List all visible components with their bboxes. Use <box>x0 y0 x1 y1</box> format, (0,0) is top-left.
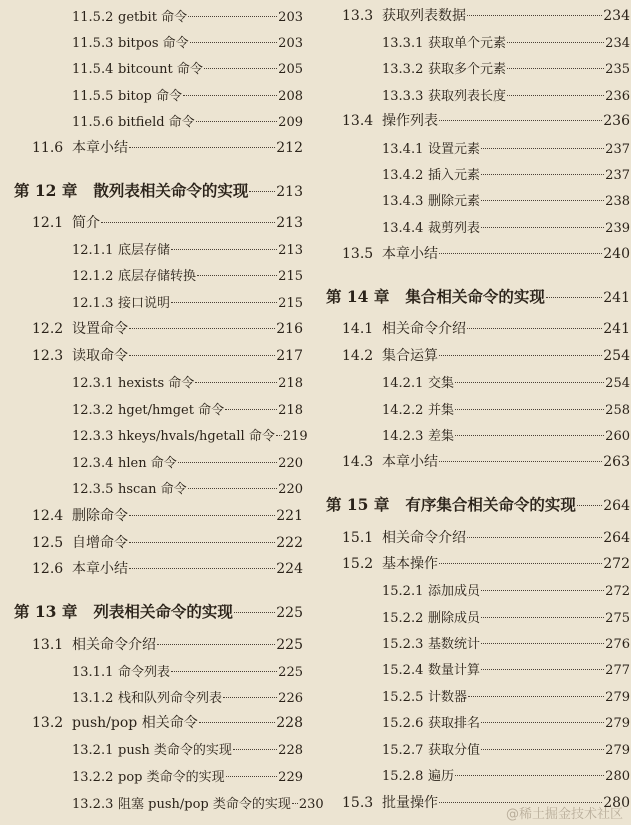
entry-title: bitpos 命令 <box>118 35 189 51</box>
dot-leader <box>190 42 278 43</box>
entry-title: 获取排名 <box>428 715 481 731</box>
entry-number: 13.4.4 <box>382 220 424 236</box>
toc-section-entry[interactable] <box>342 345 630 365</box>
toc-section-entry[interactable] <box>342 527 630 547</box>
entry-number: 13.5 <box>342 246 374 262</box>
toc-sub-entry[interactable] <box>72 111 303 130</box>
entry-number: 15.2.6 <box>382 715 424 731</box>
entry-title: 交集 <box>428 375 455 391</box>
page-number: 241 <box>603 321 630 337</box>
page-number: 279 <box>605 742 630 758</box>
page-number: 218 <box>278 375 303 391</box>
toc-sub-entry[interactable] <box>72 766 303 785</box>
page-number: 279 <box>605 689 630 705</box>
dot-leader <box>481 722 604 723</box>
entry-title: hscan 命令 <box>118 481 187 497</box>
dot-leader <box>481 749 604 750</box>
entry-title: bitcount 命令 <box>118 61 203 77</box>
page-number: 215 <box>278 268 303 284</box>
toc-chapter-entry[interactable] <box>14 600 303 622</box>
entry-number: 12.3 <box>32 348 64 364</box>
dot-leader <box>439 120 602 121</box>
dot-leader <box>467 15 602 16</box>
entry-number: 13.2 <box>32 715 64 731</box>
page-number: 228 <box>278 742 303 758</box>
page-number: 236 <box>605 88 630 104</box>
toc-sub-entry[interactable] <box>72 425 308 444</box>
page-number: 234 <box>603 8 630 24</box>
toc-sub-entry[interactable] <box>382 607 630 626</box>
page-number: 226 <box>278 690 303 706</box>
entry-title: 获取列表长度 <box>428 88 507 104</box>
entry-title: 删除命令 <box>72 508 128 524</box>
entry-title: hkeys/hvals/hgetall 命令 <box>118 428 275 444</box>
dot-leader <box>129 328 275 329</box>
toc-sub-entry[interactable] <box>382 633 630 652</box>
entry-number: 13.4.2 <box>382 167 424 183</box>
toc-sub-entry[interactable] <box>72 478 303 497</box>
page-number: 240 <box>603 246 630 262</box>
dot-leader <box>481 174 604 175</box>
entry-number: 15.2.7 <box>382 742 424 758</box>
page-number: 225 <box>276 637 303 653</box>
page-number: 254 <box>603 348 630 364</box>
toc-chapter-entry[interactable] <box>326 493 630 515</box>
dot-leader <box>197 275 277 276</box>
toc-sub-entry[interactable] <box>382 425 630 444</box>
toc-section-entry[interactable] <box>342 110 630 130</box>
dot-leader <box>223 697 277 698</box>
entry-number: 15.3 <box>342 795 374 811</box>
page-number: 220 <box>278 455 303 471</box>
toc-sub-entry[interactable] <box>72 85 303 104</box>
dot-leader <box>129 147 275 148</box>
entry-title: 阻塞 push/pop 类命令的实现 <box>118 796 291 812</box>
entry-number: 13.3.3 <box>382 88 424 104</box>
toc-sub-entry[interactable] <box>72 6 303 25</box>
dot-leader <box>546 297 602 298</box>
dot-leader <box>226 776 278 777</box>
page-number: 238 <box>605 193 630 209</box>
page-number: 254 <box>605 375 630 391</box>
entry-title: 获取列表数据 <box>382 8 466 24</box>
page-number: 236 <box>603 113 630 129</box>
entry-number: 14.2 <box>342 348 374 364</box>
entry-number: 第 13 章 <box>14 602 78 621</box>
page-number: 275 <box>605 610 630 626</box>
entry-number: 11.5.5 <box>72 88 114 104</box>
page-number: 264 <box>603 498 630 514</box>
page-number: 241 <box>603 290 630 306</box>
dot-leader <box>467 328 602 329</box>
toc-sub-entry[interactable] <box>382 372 630 391</box>
entry-number: 11.5.3 <box>72 35 114 51</box>
entry-number: 15.2 <box>342 556 374 572</box>
page-number: 228 <box>276 715 303 731</box>
entry-title: 计数器 <box>428 689 468 705</box>
entry-title: 设置命令 <box>72 321 128 337</box>
dot-leader <box>439 461 602 462</box>
watermark: @稀土掘金技术社区 <box>505 807 623 822</box>
entry-title: 裁剪列表 <box>428 220 481 236</box>
entry-title: 本章小结 <box>72 561 128 577</box>
dot-leader <box>467 537 602 538</box>
entry-number: 15.2.3 <box>382 636 424 652</box>
entry-number: 12.3.3 <box>72 428 114 444</box>
toc-sub-entry[interactable] <box>382 686 630 705</box>
toc-chapter-entry[interactable] <box>326 285 630 307</box>
dot-leader <box>292 803 298 804</box>
entry-number: 15.1 <box>342 530 374 546</box>
page-number: 237 <box>605 141 630 157</box>
dot-leader <box>507 68 604 69</box>
entry-title: pop 类命令的实现 <box>118 769 225 785</box>
entry-number: 15.2.5 <box>382 689 424 705</box>
page-number: 258 <box>605 402 630 418</box>
entry-title: 插入元素 <box>428 167 481 183</box>
entry-number: 第 14 章 <box>326 287 390 306</box>
entry-number: 14.3 <box>342 454 374 470</box>
entry-title: 操作列表 <box>382 113 438 129</box>
entry-number: 13.4 <box>342 113 374 129</box>
entry-title: 底层存储 <box>118 242 171 258</box>
dot-leader <box>439 355 602 356</box>
dot-leader <box>455 435 604 436</box>
entry-title: 本章小结 <box>72 140 128 156</box>
entry-number: 12.1.1 <box>72 242 114 258</box>
entry-title: 删除成员 <box>428 610 481 626</box>
page-number: 219 <box>282 428 308 444</box>
entry-title: 差集 <box>428 428 455 444</box>
page-number: 213 <box>276 215 303 231</box>
toc-sub-entry[interactable] <box>72 32 303 51</box>
dot-leader <box>439 253 602 254</box>
entry-title: push 类命令的实现 <box>118 742 232 758</box>
page-number: 237 <box>605 167 630 183</box>
dot-leader <box>507 42 604 43</box>
entry-title: hlen 命令 <box>118 455 177 471</box>
entry-number: 13.2.3 <box>72 796 114 812</box>
page-number: 260 <box>605 428 630 444</box>
toc-sub-entry[interactable] <box>72 58 303 77</box>
entry-title: 散列表相关命令的实现 <box>93 181 249 200</box>
toc-sub-entry[interactable] <box>72 239 303 258</box>
toc-section-entry[interactable] <box>342 553 630 573</box>
page-number: 272 <box>603 556 630 572</box>
dot-leader <box>195 382 277 383</box>
toc-sub-entry[interactable] <box>382 190 630 209</box>
page-number: 225 <box>278 664 303 680</box>
toc-section-entry[interactable] <box>32 712 303 732</box>
dot-leader <box>507 95 604 96</box>
page-number: 218 <box>278 402 303 418</box>
entry-number: 14.2.2 <box>382 402 424 418</box>
toc-sub-entry[interactable] <box>72 687 303 706</box>
dot-leader <box>204 68 277 69</box>
toc-right-column <box>318 0 631 825</box>
page-number: 239 <box>605 220 630 236</box>
entry-title: 集合相关命令的实现 <box>405 287 545 306</box>
toc-sub-entry[interactable] <box>382 765 630 784</box>
dot-leader <box>171 671 277 672</box>
dot-leader <box>481 200 604 201</box>
entry-number: 13.2.2 <box>72 769 114 785</box>
entry-title: 遍历 <box>428 768 455 784</box>
dot-leader <box>129 568 275 569</box>
toc-sub-entry[interactable] <box>72 739 303 758</box>
toc-sub-entry[interactable] <box>382 217 630 236</box>
dot-leader <box>481 669 604 670</box>
entry-number: 第 12 章 <box>14 181 78 200</box>
dot-leader <box>481 148 604 149</box>
toc-sub-entry[interactable] <box>72 452 303 471</box>
entry-title: 获取单个元素 <box>428 35 507 51</box>
entry-title: 集合运算 <box>382 348 438 364</box>
entry-title: hget/hmget 命令 <box>118 402 225 418</box>
dot-leader <box>225 409 277 410</box>
dot-leader <box>481 590 604 591</box>
toc-sub-entry[interactable] <box>382 712 630 731</box>
entry-number: 15.2.8 <box>382 768 424 784</box>
dot-leader <box>233 749 277 750</box>
page-number: 215 <box>278 295 303 311</box>
dot-leader <box>101 222 275 223</box>
entry-title: 基本操作 <box>382 556 438 572</box>
toc-sub-entry[interactable] <box>382 32 630 51</box>
entry-number: 12.5 <box>32 535 64 551</box>
entry-title: 有序集合相关命令的实现 <box>405 495 576 514</box>
entry-number: 13.1.2 <box>72 690 114 706</box>
dot-leader <box>276 435 282 436</box>
page-number: 220 <box>278 481 303 497</box>
dot-leader <box>234 612 275 613</box>
entry-title: 获取分值 <box>428 742 481 758</box>
dot-leader <box>455 775 604 776</box>
entry-number: 14.2.1 <box>382 375 424 391</box>
page-number: 230 <box>298 796 324 812</box>
entry-number: 13.3.2 <box>382 61 424 77</box>
entry-title: 栈和队列命令列表 <box>118 690 223 706</box>
entry-title: 批量操作 <box>382 795 438 811</box>
entry-title: 列表相关命令的实现 <box>93 602 233 621</box>
page-number: 280 <box>603 795 630 811</box>
entry-number: 15.2.1 <box>382 583 424 599</box>
entry-title: 基数统计 <box>428 636 481 652</box>
dot-leader <box>468 696 604 697</box>
toc-section-entry[interactable] <box>32 137 303 157</box>
dot-leader <box>171 302 277 303</box>
entry-title: getbit 命令 <box>118 9 188 25</box>
toc-section-entry[interactable] <box>342 318 630 338</box>
page-number: 217 <box>276 348 303 364</box>
entry-title: bitop 命令 <box>118 88 182 104</box>
entry-title: 读取命令 <box>72 348 128 364</box>
entry-title: 删除元素 <box>428 193 481 209</box>
entry-number: 15.2.4 <box>382 662 424 678</box>
dot-leader <box>199 722 276 723</box>
page-number: 213 <box>276 184 303 200</box>
entry-title: 底层存储转换 <box>118 268 197 284</box>
toc-sub-entry[interactable] <box>382 399 630 418</box>
dot-leader <box>481 227 604 228</box>
page-number: 224 <box>276 561 303 577</box>
toc-sub-entry[interactable] <box>72 793 324 812</box>
page-number: 216 <box>276 321 303 337</box>
entry-number: 12.1.3 <box>72 295 114 311</box>
entry-number: 12.3.1 <box>72 375 114 391</box>
entry-number: 12.3.5 <box>72 481 114 497</box>
dot-leader <box>196 121 277 122</box>
toc-section-entry[interactable] <box>32 558 303 578</box>
toc-section-entry[interactable] <box>342 5 630 25</box>
page-number: 229 <box>278 769 303 785</box>
entry-number: 12.4 <box>32 508 64 524</box>
entry-number: 14.2.3 <box>382 428 424 444</box>
entry-title: push/pop 相关命令 <box>72 715 198 731</box>
entry-number: 13.1.1 <box>72 664 114 680</box>
entry-title: 本章小结 <box>382 246 438 262</box>
entry-number: 13.3.1 <box>382 35 424 51</box>
toc-sub-entry[interactable] <box>72 399 303 418</box>
entry-number: 11.5.2 <box>72 9 114 25</box>
toc-sub-entry[interactable] <box>382 85 630 104</box>
entry-number: 11.6 <box>32 140 64 156</box>
page-number: 264 <box>603 530 630 546</box>
page-number: 279 <box>605 715 630 731</box>
toc-sub-entry[interactable] <box>382 739 630 758</box>
dot-leader <box>129 355 275 356</box>
entry-number: 12.1 <box>32 215 64 231</box>
entry-number: 12.1.2 <box>72 268 114 284</box>
page-number: 203 <box>278 9 303 25</box>
toc-sub-entry[interactable] <box>382 164 630 183</box>
dot-leader <box>455 382 604 383</box>
dot-leader <box>178 462 277 463</box>
page-number: 280 <box>605 768 630 784</box>
entry-number: 12.6 <box>32 561 64 577</box>
dot-leader <box>188 16 277 17</box>
toc-section-entry[interactable] <box>32 505 303 525</box>
toc-sub-entry[interactable] <box>382 580 630 599</box>
dot-leader <box>481 643 604 644</box>
entry-title: 自增命令 <box>72 535 128 551</box>
toc-chapter-entry[interactable] <box>14 179 303 201</box>
page-number: 203 <box>278 35 303 51</box>
dot-leader <box>171 249 277 250</box>
page-number: 225 <box>276 605 303 621</box>
page-number: 222 <box>276 535 303 551</box>
entry-number: 12.3.4 <box>72 455 114 471</box>
entry-number: 13.3 <box>342 8 374 24</box>
entry-title: 相关命令介绍 <box>382 321 466 337</box>
toc-section-entry[interactable] <box>32 532 303 552</box>
entry-number: 11.5.6 <box>72 114 114 130</box>
entry-title: 添加成员 <box>428 583 481 599</box>
page-number: 212 <box>276 140 303 156</box>
toc-sub-entry[interactable] <box>72 265 303 284</box>
page-number: 235 <box>605 61 630 77</box>
entry-number: 第 15 章 <box>326 495 390 514</box>
page-number: 209 <box>278 114 303 130</box>
toc-section-entry[interactable] <box>32 634 303 654</box>
page-number: 276 <box>605 636 630 652</box>
toc-sub-entry[interactable] <box>382 138 630 157</box>
page-number: 221 <box>276 508 303 524</box>
toc-section-entry[interactable] <box>32 318 303 338</box>
page-number: 272 <box>605 583 630 599</box>
entry-title: 获取多个元素 <box>428 61 507 77</box>
entry-number: 11.5.4 <box>72 61 114 77</box>
dot-leader <box>439 563 602 564</box>
dot-leader <box>188 488 278 489</box>
entry-number: 13.4.1 <box>382 141 424 157</box>
dot-leader <box>249 191 275 192</box>
entry-title: 简介 <box>72 215 100 231</box>
page-number: 213 <box>278 242 303 258</box>
toc-sub-entry[interactable] <box>382 58 630 77</box>
entry-title: 设置元素 <box>428 141 481 157</box>
entry-number: 12.2 <box>32 321 64 337</box>
toc-section-entry[interactable] <box>342 451 630 471</box>
dot-leader <box>129 515 275 516</box>
toc-section-entry[interactable] <box>32 345 303 365</box>
entry-title: 相关命令介绍 <box>72 637 156 653</box>
entry-number: 15.2.2 <box>382 610 424 626</box>
dot-leader <box>481 617 604 618</box>
page-number: 234 <box>605 35 630 51</box>
toc-sub-entry[interactable] <box>72 661 303 680</box>
toc-sub-entry[interactable] <box>72 372 303 391</box>
entry-title: 命令列表 <box>118 664 171 680</box>
entry-title: 数量计算 <box>428 662 481 678</box>
toc-sub-entry[interactable] <box>382 659 630 678</box>
dot-leader <box>183 95 277 96</box>
entry-title: hexists 命令 <box>118 375 195 391</box>
dot-leader <box>157 644 275 645</box>
dot-leader <box>577 505 602 506</box>
entry-number: 13.1 <box>32 637 64 653</box>
dot-leader <box>455 409 604 410</box>
entry-number: 13.2.1 <box>72 742 114 758</box>
entry-number: 13.4.3 <box>382 193 424 209</box>
toc-sub-entry[interactable] <box>72 292 303 311</box>
page-number: 208 <box>278 88 303 104</box>
entry-number: 14.1 <box>342 321 374 337</box>
entry-number: 12.3.2 <box>72 402 114 418</box>
entry-title: 并集 <box>428 402 455 418</box>
entry-title: bitfield 命令 <box>118 114 195 130</box>
toc-section-entry[interactable] <box>32 212 303 232</box>
page-number: 263 <box>603 454 630 470</box>
entry-title: 相关命令介绍 <box>382 530 466 546</box>
entry-title: 接口说明 <box>118 295 171 311</box>
page-number: 277 <box>605 662 630 678</box>
page-number: 205 <box>278 61 303 77</box>
dot-leader <box>129 542 275 543</box>
entry-title: 本章小结 <box>382 454 438 470</box>
toc-section-entry[interactable] <box>342 243 630 263</box>
